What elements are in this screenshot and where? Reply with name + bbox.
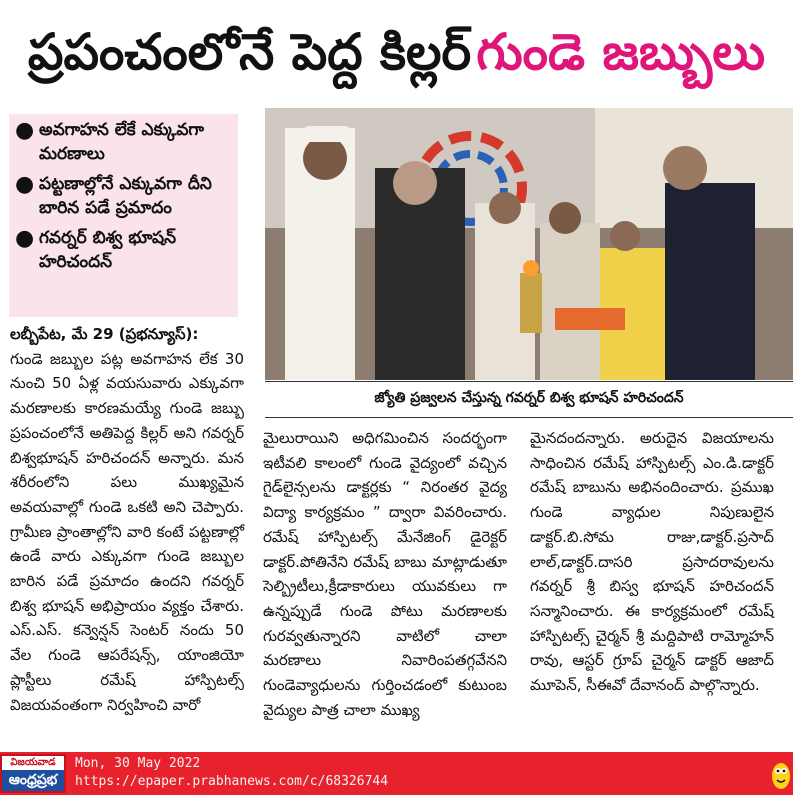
article-column-1 — [10, 322, 244, 717]
article-paragraph: మైలురాయిని అధిగమించిన సందర్భంగా ఇటీవలి కాలంలో గుండె వైద్యంలో వచ్చిన గైడ్‌లైన్సలను డాక్టర్లకు “ నిరంతర వైద్య విద్యా కార్యక్రమం ” ద్వారా వివరించారు. రమేష్ హాస్పిటల్స్ మేనేజింగ్ డైరెక్టర్ డాక్టర్.పోతినేని రమేష్ బాబు మాట్లాడుతూ సెల్బ్రిటీలు,క్రీడాకారులు యువకులు గా ఉన్నప్పుడే గుండె పోటు మరణాలకు గురవ్వతున్నారని వాటిలో చాలా మరణాలు నివారింపతగ్గవేనని గుండెవ్యాధులను గుర్తించడంలో కుటుంబ వైద్యుల పాత్ర చాలా ముఖ్య — [263, 429, 507, 719]
headline-part-2: గుండె జబ్బులు — [476, 23, 766, 81]
photo-caption: జ్యోతి ప్రజ్వలన చేస్తున్న గవర్నర్ బిశ్వ భూషన్ హరిచందన్ — [374, 390, 684, 406]
publish-date: Mon, 30 May 2022 — [75, 756, 201, 771]
footer-bar — [0, 752, 793, 795]
edition-label: విజయవాడ — [10, 757, 56, 768]
bullet-icon: ● — [15, 226, 35, 251]
caption-rule-bottom — [265, 417, 793, 418]
highlight-text: గవర్నర్ బిశ్వ భూషన్ హరిచందన్ — [39, 228, 177, 272]
headline-part-1: ప్రపంచంలోనే పెద్ద కిల్లర్ — [27, 23, 472, 81]
bullet-icon: ● — [15, 118, 35, 143]
article-paragraph: గుండె జబ్బుల పట్ల అవగాహన లేక 30 నుంచి 50 ఏళ్ల వయసువారు ఎక్కువగా మరణాలకు కారణమయ్యే గుండె జబ్బు ప్రపంచంలోనే అతిపెద్ద కిల్లర్ అని గవర్నర్ బిశ్వభూషన్ హరిచందన్ అన్నారు. మన శరీరంలోని పలు ముఖ్యమైన అవయవాల్లో గుండె ఒకటి అని చెప్పారు. గ్రామీణ ప్రాంతాల్లోని వారి కంటే పట్టణాల్లో ఉండే వారు ఎక్కువగా గుండె జబ్బుల బారిన పడే ప్రమాదం ఉందని గవర్నర్ బిశ్వ భూషన్ అభిప్రాయం వ్యక్తం చేశారు. ఎస్.ఎస్. కన్వెన్షన్ సెంటర్ నందు 50 వేల గుండె ఆపరేషన్స్, యాంజియో ప్లాస్టీలు రమేష్ హాస్పిటల్స్ విజయవంతంగా నిర్వహించి వారో — [10, 349, 244, 714]
highlight-text: అవగాహన లేకే ఎక్కువగా మరణాలు — [39, 120, 205, 164]
headline — [0, 0, 793, 104]
newspaper-logo[interactable] — [0, 754, 66, 793]
article-column-3 — [530, 426, 774, 698]
epaper-url[interactable]: https://epaper.prabhanews.com/c/68326744 — [75, 774, 389, 789]
bullet-icon: ● — [15, 172, 35, 197]
article-column-2 — [263, 426, 507, 722]
highlight-item — [15, 226, 230, 274]
article-paragraph: మైనదందన్నారు. అరుదైన విజయాలను సాధించిన రమేష్ హాస్పిటల్స్ ఎం.డి.డాక్టర్ రమేష్ బాబును అభినందించారు. ప్రముఖ గుండె వ్యాధుల నిపుణులైన డాక్టర్.బి.సోమ రాజు,డాక్టర్.ప్రసాద్ లాల్,డాక్టర్.దాసరి ప్రసాదరావులను గవర్నర్ శ్రీ బిస్వ భూషన్ హరిచందన్ సన్మానించారు. ఈ కార్యక్రమంలో రమేష్ హాస్పిటల్స్ చైర్మన్ శ్రీ మద్దిపాటి రామ్మోహన్ రావు, ఆస్టర్ గ్రూప్ చైర్మన్ డాక్టర్ ఆజాద్ మూపెన్, సీఈవో దేవానంద్ పాల్గొన్నారు. — [530, 429, 774, 695]
highlight-item — [15, 172, 230, 220]
highlight-text: పట్టణాల్లోనే ఎక్కువగా దీని బారిన పడే ప్రమాదం — [39, 174, 212, 218]
highlight-item — [15, 118, 230, 166]
photo-illustration — [265, 108, 793, 380]
news-photo — [265, 108, 793, 380]
mascot-icon — [771, 756, 791, 790]
logo-text: ఆంధ్రప్రభ — [2, 770, 64, 791]
dateline: లబ్బీపేట, మే 29 (ప్రభన్యూస్): — [10, 325, 199, 343]
highlights-box — [9, 114, 238, 317]
